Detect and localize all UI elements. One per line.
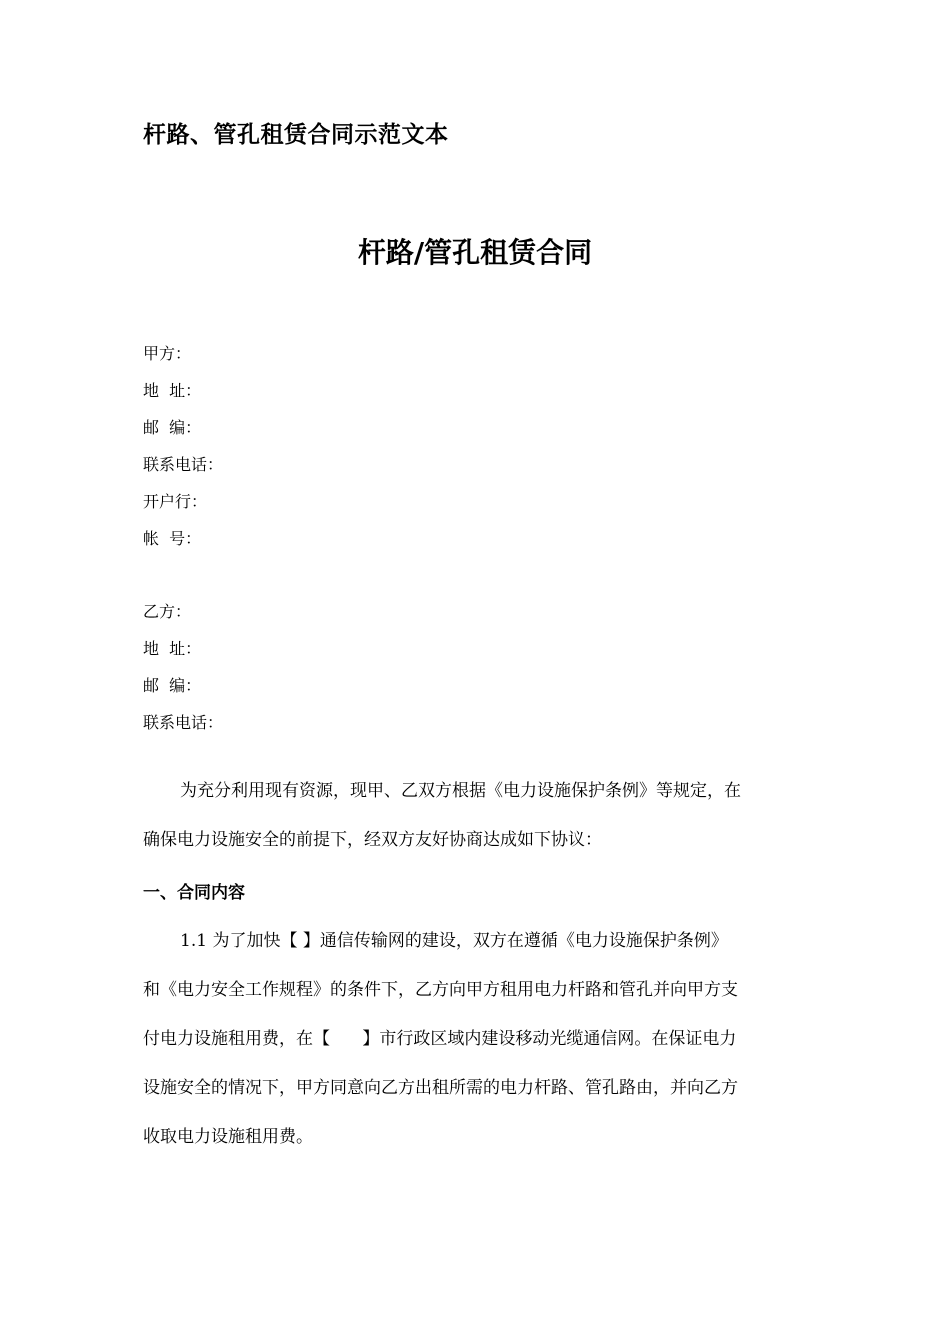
intro-line: 确保电力设施安全的前提下，经双方友好协商达成如下协议： — [143, 830, 602, 850]
party-b-label: 乙方： — [143, 602, 192, 621]
party-b-block — [143, 601, 223, 749]
party-a-bank-label: 开户行： — [143, 492, 208, 511]
party-a-block — [143, 343, 223, 565]
party-a-label: 甲方： — [143, 344, 192, 363]
party-a-phone-label: 联系电话： — [143, 455, 224, 474]
clause-line: 设施安全的情况下，甲方同意向乙方出租所需的电力杆路、管孔路由，并向乙方 — [143, 1078, 738, 1098]
section-heading: 一、合同内容 — [143, 883, 245, 903]
party-a-postcode-label: 邮 编： — [143, 418, 202, 437]
contract-title: 杆路/管孔租赁合同 — [357, 236, 593, 269]
party-b-address-label: 地 址： — [143, 639, 202, 658]
intro-paragraph — [143, 767, 819, 865]
clause-1-1-paragraph — [143, 917, 819, 1162]
intro-line: 为充分利用现有资源，现甲、乙双方根据《电力设施保护条例》等规定，在 — [180, 781, 741, 801]
clause-line: 1.1 为了加快【 】通信传输网的建设，双方在遵循《电力设施保护条例》 — [180, 931, 728, 951]
party-a-account-label: 帐 号： — [143, 529, 202, 548]
party-b-phone-label: 联系电话： — [143, 713, 224, 732]
party-b-postcode-label: 邮 编： — [143, 676, 202, 695]
party-a-address-label: 地 址： — [143, 381, 202, 400]
clause-line: 和《电力安全工作规程》的条件下，乙方向甲方租用电力杆路和管孔并向甲方支 — [143, 980, 738, 1000]
document-title: 杆路、管孔租赁合同示范文本 — [143, 122, 449, 148]
clause-line: 付电力设施租用费，在【 】市行政区域内建设移动光缆通信网。在保证电力 — [143, 1029, 737, 1049]
clause-line: 收取电力设施租用费。 — [143, 1127, 313, 1147]
